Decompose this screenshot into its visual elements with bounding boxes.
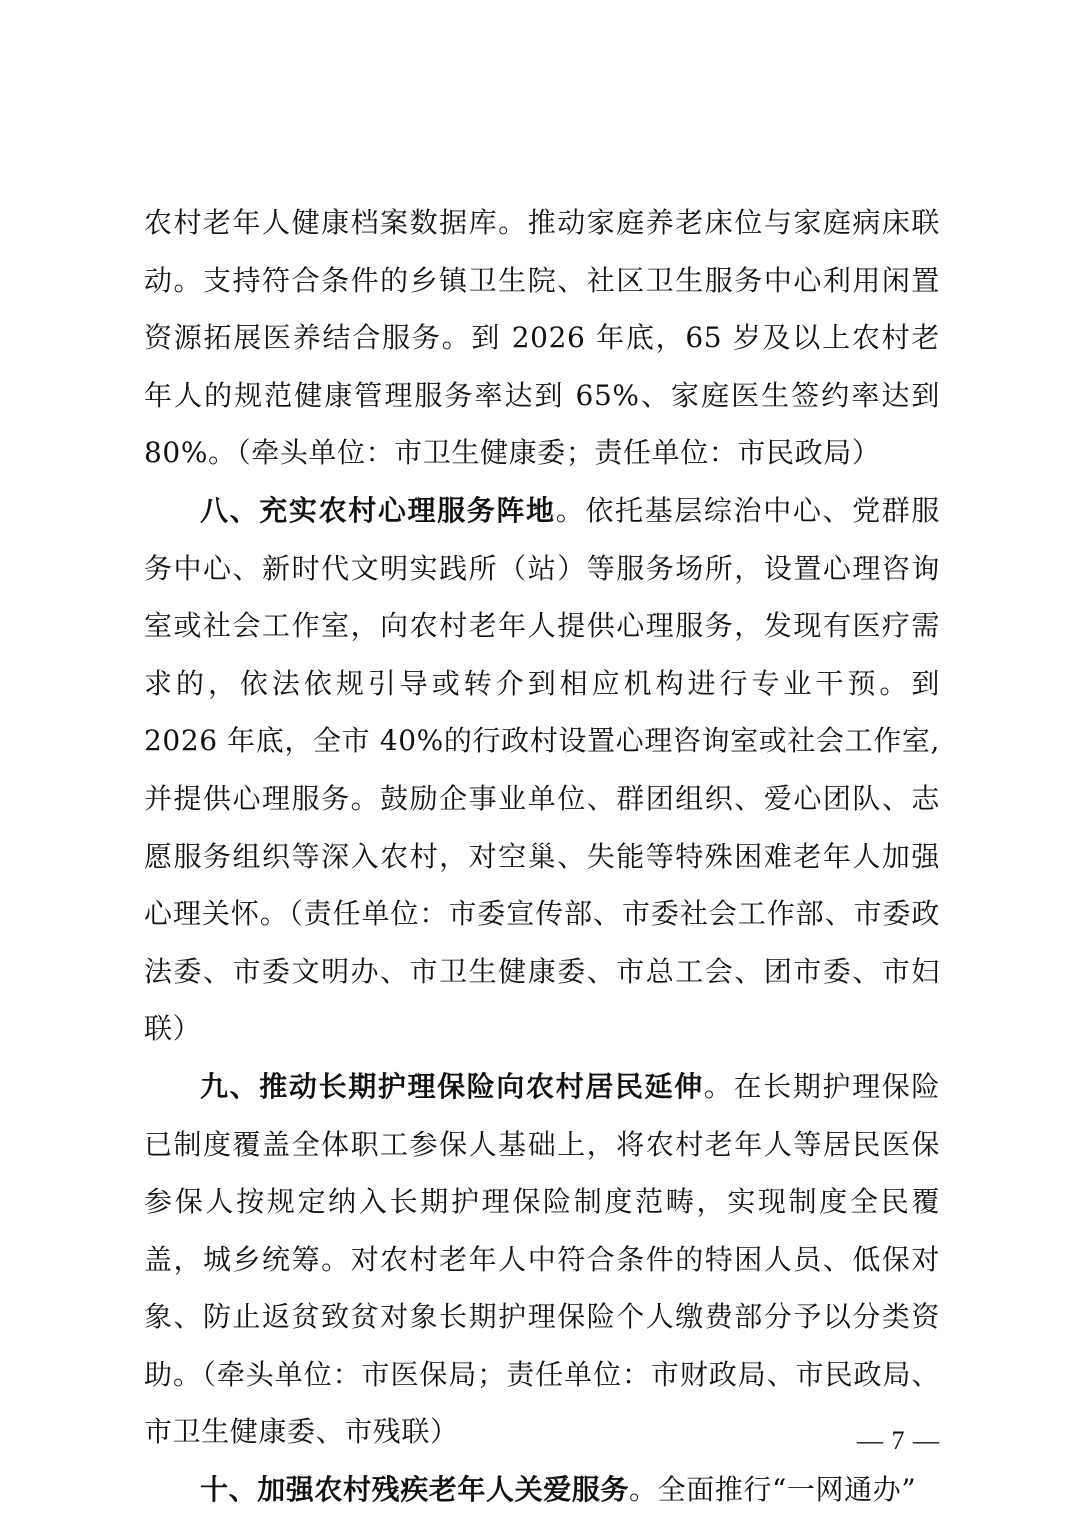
- page-number: — 7 —: [857, 1426, 940, 1455]
- paragraph-3: [144, 1058, 940, 1461]
- section-heading-10: 十、加强农村残疾老年人关爱服务: [200, 1473, 630, 1507]
- paragraph-3-text: 。在长期护理保险已制度覆盖全体职工参保人基础上，将农村老年人等居民医保参保人按规定纳入长期护理保险制度范畴，实现制度全民覆盖，城乡统筹。对农村老年人中符合条件的特困人员、低保对象、防止返贫致贫对象长期护理保险个人缴费部分予以分类资助。（牵头单位：市医保局；责任单位：市财政局、市民政局、市卫生健康委、市残联）: [144, 1069, 940, 1449]
- section-heading-8: 八、充实农村心理服务阵地: [200, 493, 556, 527]
- paragraph-2: [144, 482, 940, 1058]
- paragraph-1-text: 农村老年人健康档案数据库。推动家庭养老床位与家庭病床联动。支持符合条件的乡镇卫生院、社区卫生服务中心利用闲置资源拓展医养结合服务。到 2026 年底，65 岁及以上农村老年人的规范健康管理服务率达到 65%、家庭医生签约率达到 80%。（牵头单位：市卫生健康委；责任单位：市民政局）: [144, 206, 940, 470]
- paragraph-2-text: 。依托基层综治中心、党群服务中心、新时代文明实践所（站）等服务场所，设置心理咨询室或社会工作室，向农村老年人提供心理服务，发现有医疗需求的，依法依规引导或转介到相应机构进行专业干预。到 2026 年底，全市 40%的行政村设置心理咨询室或社会工作室,并提供心理服务。鼓励企事业单位、群团组织、爱心团队、志愿服务组织等深入农村，对空巢、失能等特殊困难老年人加强心理关怀。（责任单位：市委宣传部、市委社会工作部、市委政法委、市委文明办、市卫生健康委、市总工会、团市委、市妇联）: [144, 493, 940, 1046]
- section-heading-9: 九、推动长期护理保险向农村居民延伸: [200, 1069, 704, 1103]
- paragraph-4-text: 。全面推行“一网通办”: [629, 1473, 917, 1507]
- document-body: [144, 194, 940, 1519]
- paragraph-1: [144, 194, 940, 482]
- paragraph-4: [144, 1461, 940, 1519]
